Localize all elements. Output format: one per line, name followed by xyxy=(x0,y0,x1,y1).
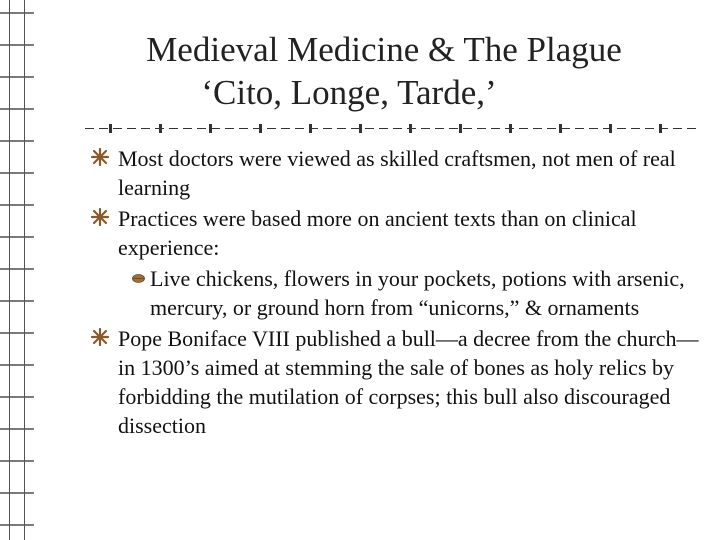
sub-bullet-text: Live chickens, flowers in your pockets, potions with arsenic, mercury, or ground horn from “unicorns,” & ornaments xyxy=(150,266,685,320)
bullet-text: Most doctors were viewed as skilled craftsmen, not men of real learning xyxy=(118,146,676,200)
bullet-item xyxy=(92,204,702,262)
star-icon xyxy=(90,207,110,227)
bullet-item xyxy=(92,324,702,440)
title-line-2: ‘Cito, Longe, Tarde,’ xyxy=(201,73,497,112)
star-icon xyxy=(90,147,110,167)
left-border-decoration xyxy=(0,0,34,540)
bullet-text: Pope Boniface VIII published a bull—a decree from the church—in 1300’s aimed at stemming the sale of bones as holy relics by forbidding the mutilation of corpses; this bull also discouraged dissection xyxy=(118,326,699,438)
title-line-1: Medieval Medicine & The Plague xyxy=(146,30,622,69)
slide-title xyxy=(48,28,720,114)
bullet-item xyxy=(92,144,702,202)
title-divider-ornament xyxy=(85,124,697,133)
dot-icon xyxy=(132,274,145,283)
slide-body xyxy=(92,144,702,442)
bullet-text: Practices were based more on ancient texts than on clinical experience: xyxy=(118,206,637,260)
sub-bullet-item xyxy=(92,264,702,322)
star-icon xyxy=(90,327,110,347)
